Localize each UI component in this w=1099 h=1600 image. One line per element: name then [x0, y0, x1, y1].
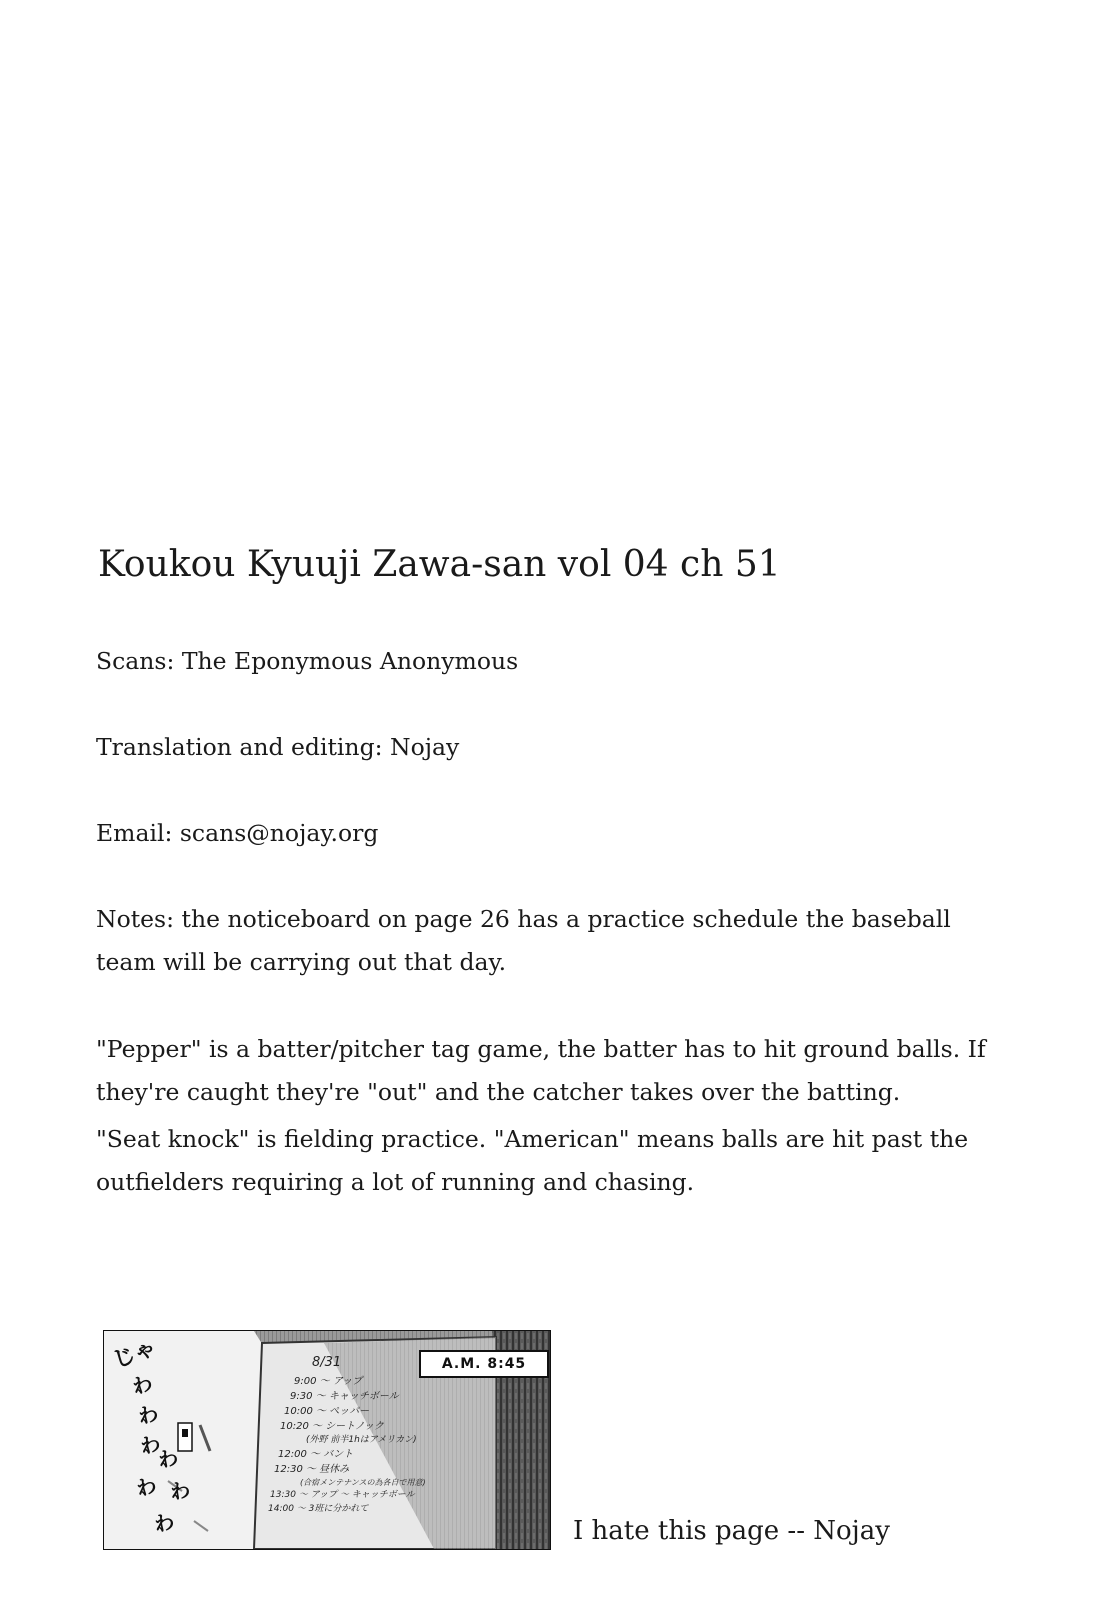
notes-seat-knock: "Seat knock" is fielding practice. "American" means balls are hit past the outfielders requiring a lot of running and chasing.	[96, 1125, 969, 1196]
notes-pepper: "Pepper" is a batter/pitcher tag game, the batter has to hit ground balls. If they're caught they're "out" and the catcher takes over the batting.	[96, 1035, 986, 1106]
panel-time-label: A.M. 8:45	[441, 1356, 527, 1372]
schedule-line: 10:00 ～ ペッパー	[284, 1406, 370, 1417]
schedule-line: (合宿メンテナンスの為各自で用意)	[300, 1478, 426, 1487]
panel-caption: I hate this page -- Nojay	[573, 1516, 890, 1546]
notes-noticeboard: Notes: the noticeboard on page 26 has a practice schedule the baseball team will be carrying out that day.	[96, 905, 951, 976]
schedule-line: 9:30 ～ キャッチボール	[290, 1391, 399, 1402]
sfx-glyph: わ	[133, 1472, 159, 1502]
sfx-glyph: わ	[156, 1445, 180, 1473]
panel-schedule	[268, 1355, 482, 1516]
panel-sfx	[109, 1335, 192, 1545]
sfx-glyph: わ	[138, 1431, 163, 1459]
manga-panel-image	[103, 1330, 551, 1550]
email-credit: Email: scans@nojay.org	[96, 819, 379, 847]
schedule-line: 9:00 ～ アップ	[294, 1376, 363, 1387]
schedule-line: 12:00 ～ バント	[278, 1449, 354, 1460]
schedule-line: 12:30 ～ 昼休み	[274, 1464, 350, 1475]
sfx-glyph: わ	[129, 1370, 156, 1400]
translation-credit: Translation and editing: Nojay	[96, 733, 460, 761]
sfx-glyph: じゃ	[109, 1335, 160, 1374]
schedule-line: 10:20 ～ シートノック	[280, 1421, 384, 1432]
schedule-line: (外野 前半1hはアメリカン)	[306, 1435, 417, 1445]
sfx-glyph: わ	[152, 1509, 177, 1537]
schedule-line: 14:00 ～ 3班に分かれて	[268, 1504, 369, 1514]
schedule-line: 13:30 ～ アップ ～ キャッチボール	[270, 1490, 415, 1500]
scans-credit: Scans: The Eponymous Anonymous	[96, 647, 519, 675]
sfx-glyph: わ	[168, 1478, 192, 1504]
schedule-date: 8/31	[312, 1355, 342, 1370]
sfx-glyph: わ	[136, 1401, 161, 1429]
page-title: Koukou Kyuuji Zawa-san vol 04 ch 51	[98, 544, 781, 585]
